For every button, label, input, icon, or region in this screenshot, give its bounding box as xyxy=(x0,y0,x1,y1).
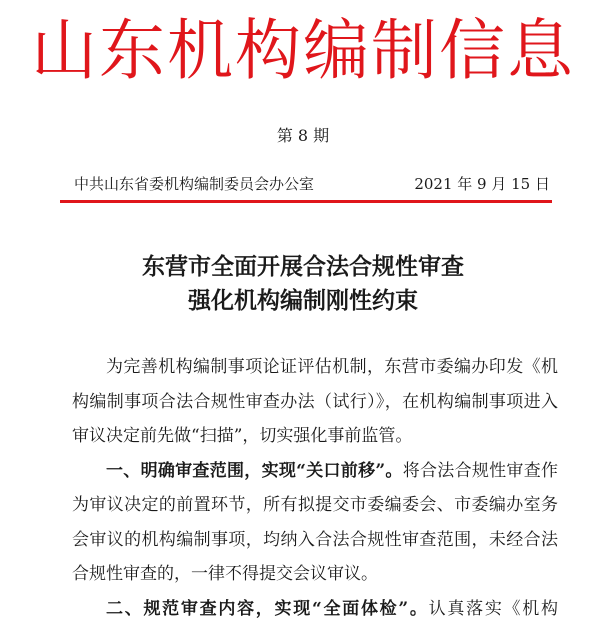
paragraph-intro-text: 为完善机构编制事项论证评估机制，东营市委编办印发《机构编制事项合法合规性审查办法（试行）》，在机构编制事项进入审议决定前先做“扫描”，切实强化事前监管。 xyxy=(72,357,558,446)
issue-number: 第 8 期 xyxy=(0,126,606,146)
publisher: 中共山东省委机构编制委员会办公室 xyxy=(74,174,314,194)
article-title-line-2: 强化机构编制刚性约束 xyxy=(0,284,606,318)
masthead-title: 山东机构编制信息 xyxy=(0,10,606,92)
article-title xyxy=(0,250,606,318)
section-2-text: 认真落实《机构 xyxy=(429,599,558,619)
article-body xyxy=(72,350,558,626)
issue-info-row xyxy=(74,174,550,194)
issue-date: 2021 年 9 月 15 日 xyxy=(414,174,550,194)
section-1-text: 将合法合规性审查作为审议决定的前置环节，所有拟提交市委编委会、市委编办室务会审议的机构编制事项，均纳入合法合规性审查范围，未经合法合规性审查的，一律不得提交会议审议。 xyxy=(72,461,558,585)
paragraph-intro xyxy=(72,350,558,454)
article-title-line-1: 东营市全面开展合法合规性审查 xyxy=(0,250,606,284)
red-divider xyxy=(60,200,552,203)
paragraph-section-1 xyxy=(72,454,558,592)
section-2-heading: 二、规范审查内容，实现“全面体检”。 xyxy=(106,599,429,619)
section-1-heading: 一、明确审查范围，实现“关口前移”。 xyxy=(106,461,403,481)
